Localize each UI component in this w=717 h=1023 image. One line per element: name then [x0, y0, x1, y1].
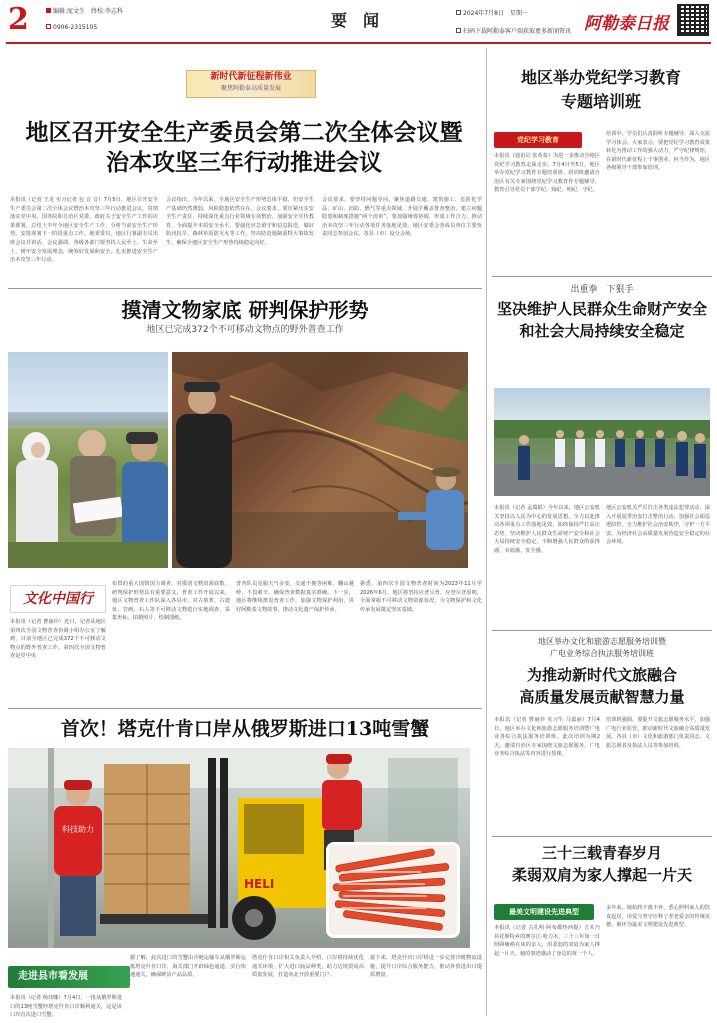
r-story4-col1: 本报讯（记者 古孔明·阿布都热西提）吉木乃县托斯特乡的赛尔江·哈力木，三十三年如一日照顾瘫痪在床的亲人，用柔弱的双肩为家人撑起一片天，她的事迹感动了身边的每一个人。: [494, 925, 600, 957]
forklift-text: HELI: [244, 877, 275, 891]
scan-tip-text: 扫码下载阿勒泰客户端获取更多新闻资讯: [463, 28, 572, 35]
date-line: [456, 8, 528, 17]
date-text: 2024年7月8日 星期一: [463, 10, 528, 17]
story3-col3: 塔克什肯口岸相关负责人介绍，口岸将持续优化通关环境，扩大进口商品种类，助力边境贸易高质量发展，打造向北开放重要门户。: [252, 955, 364, 979]
story3-title: 首次！塔克什肯口岸从俄罗斯进口13吨雪蟹: [60, 718, 430, 740]
story2-subtitle: 地区已完成372个不可移动文物点的野外普查工作: [146, 325, 344, 335]
banner-county-development: 走进县市看发展: [8, 966, 130, 988]
photo-rock-measurement: [172, 352, 468, 568]
rock-measurement-illustration: [172, 352, 468, 568]
photo-heritage-survey-team: [8, 352, 168, 568]
r-story3-col1: 本报讯（记者 曹丽珍 实习生 马嘉丽）7月4日，地区举办文化和旅游志愿服务培训暨广电业务综合执法服务培训班。此次培训为期2天，邀请自治区专家围绕文旅志愿服务、广电业务综合执法等内容进行授课。: [494, 717, 600, 758]
story3-col1: 本报讯（记者 杨玮娜）7月4日，一批从俄罗斯进口的13吨雪蟹经塔克什肯口岸顺利通关，这是该口岸首次进口雪蟹。: [10, 995, 122, 1019]
divider-1: [8, 288, 482, 289]
r-story3-col2: 培训班强调，要提升文旅志愿服务水平，加强广电行业监管，推动新时代文旅融合高质量发展。各县（市）文化和旅游部门负责同志、文旅志愿者及执法人员等参加培训。: [606, 717, 710, 749]
calendar-icon: [456, 10, 461, 15]
story1-title-line1: 地区召开安全生产委员会第二次全体会议暨: [25, 119, 463, 146]
story1-col3: 会议要求，要坚持问题导向，聚焦道路交通、建筑施工、危险化学品、矿山、消防、燃气等重点领域，开展全覆盖排查整治，建立问题隐患和制度措施“两个清单”。要加强统筹协调，形成工作合力，推动治本攻坚三年行动各项任务落地见效。地区安委会各成员单位主要负责同志参加会议。各县（市）设分会场。: [322, 197, 482, 238]
story1-col1: 本报讯（记者 王龙 实习记者 包 音 音）7月5日，地区召开安全生产委员会第二次全体会议暨治本攻坚三年行动推进会议，贯彻落实党中央、国务院和自治区党委、政府关于安全生产工作的决策部署，总结上半年全地区安全生产工作，分析当前安全生产形势，安排部署下一阶段重点工作。地委委员、地区行署副专员出席会议并讲话。会议强调，各级各部门要坚持人民至上、生命至上，树牢安全发展理念，统筹好发展和安全，扎实推进安全生产治本攻坚三年行动。: [10, 197, 158, 264]
r-story1-title: [492, 66, 710, 114]
r-divider-1: [492, 276, 712, 277]
story1-col2: 会议指出，今年以来，全地区安全生产形势总体平稳，但安全生产基础仍然薄弱，风险隐患依然存在。会议要求，要压紧压实安全生产责任，持续深化重点行业领域专项整治，加强安全宣传教育，全面提升本质安全水平。要强化应急值守和信息报送，做好防汛抗旱、森林草原防灭火等工作，坚决防范遏制重特大事故发生，确保全地区安全生产形势持续稳定向好。: [166, 197, 314, 246]
r-story3-title-line1: 为推动新时代文旅融合: [526, 666, 677, 684]
tag-civilization-model: 最美文明建设先进典型: [494, 904, 594, 920]
section-name: 要 闻: [330, 11, 379, 30]
r-story2-title-line1: 坚决维护人民群众生命财产安全: [496, 300, 707, 318]
r-story1-col1: 本报讯（通讯员 张英泰）为进一步推动全地区党纪学习教育走深走实，7月4日至5日，地区举办党纪学习教育专题培训班。培训班邀请自治区有关专家围绕党纪学习教育作专题辅导，教育引导党员干部学纪、知纪、明纪、守纪。: [494, 153, 600, 194]
photo-police-formation: [494, 388, 710, 496]
banner-line1: 新时代新征程新伟业: [210, 72, 292, 82]
r-story1-title-line1: 地区举办党纪学习教育: [520, 68, 681, 87]
r-story3-kicker: [492, 636, 712, 660]
banner-line2: 聚焦阿勒泰高质量发展: [220, 85, 281, 92]
r-story3-title: [492, 664, 712, 708]
police-formation-illustration: [494, 388, 710, 496]
editor-text: 编辑:庞文生 终校:李志科: [53, 8, 124, 15]
r-story4-title-line1: 三十三载青春岁月: [541, 844, 662, 862]
scan-tip: [456, 26, 571, 35]
scan-icon: [456, 28, 461, 33]
page-number: 2: [8, 2, 29, 37]
tag-culture-china-tour: 文化中国行: [10, 585, 106, 613]
editor-line: [46, 6, 123, 15]
r-story2-col2: 地区公安机关严厉打击各类违法犯罪活动，深入开展夏季治安打击整治行动，加强社会面巡逻防控，全力维护社会治安秩序，守护一方平安，为经济社会高质量发展营造安全稳定的社会环境。: [606, 505, 710, 546]
editor-icon: [46, 8, 51, 13]
story2-col3: 普查队员克服天气多变、交通不便等困难，翻山越岭、不畏艰辛，确保普查数据真实准确。下一步，地区将继续推进普查工作，加强文物保护利用，讲好阿勒泰文物故事，推动文化遗产保护传承。: [236, 581, 354, 613]
r-story4-title: [492, 842, 712, 886]
r-story3-title-line2: 高质量发展贡献智慧力量: [519, 688, 685, 706]
r-story1-title-line2: 专题培训班: [560, 92, 641, 111]
banner-new-era: [186, 70, 316, 98]
r-divider-2: [492, 630, 712, 631]
qr-code[interactable]: [677, 4, 709, 36]
story2-col1: 本报讯（记者 曹丽珍）近日，记者从地区第四次全国文物普查协调小组办公室了解到，目前全地区已完成372个不可移动文物点的野外普查工作。第四次全国文物普查是党中央: [10, 619, 106, 660]
vest-text: 科技助力: [62, 825, 94, 834]
survey-team-illustration: [8, 352, 168, 568]
r-divider-3: [492, 836, 712, 837]
r-story4-col2: 多年来，她始终不离不弃，悉心照料家人的饮食起居，用爱与坚守诠释了孝老爱亲的传统美德，被评为最美文明建设先进典型。: [606, 905, 710, 929]
phone-text: 0906-2315105: [53, 24, 98, 31]
story1-title: [8, 118, 480, 178]
story3-col4: 接下来，塔克什肯口岸将进一步完善冷链物流设施，提升口岸综合服务能力，推动外贸进出口提质增量。: [370, 955, 482, 979]
paper-logo: 阿勒泰日报: [584, 14, 669, 34]
story3-col2: 据了解，此次进口的雪蟹由冷链运输车从俄罗斯运抵塔克什肯口岸，海关部门开辟绿色通道，实行快速通关，确保鲜活产品品质。: [130, 955, 246, 979]
r-story2-kicker: 出重拳 下狠手: [570, 285, 634, 295]
r-story4-title-line2: 柔弱双肩为家人撑起一片天: [511, 866, 692, 884]
r-story1-col2: 培训中，学员们认真聆听专题辅导，深入交流学习体会。大家表示，要把党纪学习教育成果转化为推动工作的强大动力，严守纪律规矩，在新时代新征程上干事创业、担当作为。地区各级领导干部参加培训。: [606, 131, 710, 172]
r-story2-title-line2: 和社会大局持续安全稳定: [519, 322, 685, 340]
divider-2: [8, 708, 482, 709]
phone-line: [46, 24, 97, 31]
masthead-rule: [6, 42, 711, 44]
column-divider: [486, 48, 487, 1016]
story1-title-line2: 治本攻坚三年行动推进会议: [106, 149, 382, 176]
r-story2-title: [492, 298, 712, 342]
r-story2-col1: 本报讯（记者 孟瑞娟）今年以来，地区公安机关坚持以人民为中心的发展思想，全力以赴推动各项重点工作落地见效，始终保持严打高压态势，坚决维护人民群众生命财产安全和社会大局持续安全稳定，不断增强人民群众的获得感、幸福感、安全感。: [494, 505, 600, 554]
phone-icon: [46, 24, 51, 29]
story2-title: 摸清文物家底 研判保护形势: [121, 298, 369, 322]
photo-snow-crab-import: [8, 748, 470, 948]
snow-crab-inset: [326, 842, 460, 938]
r-story3-kicker-line1: 地区举办文化和旅游志愿服务培训暨: [538, 637, 666, 646]
story2-col2: 布置的重大国情国力调查，对摸清文物资源底数、研判保护形势具有重要意义。普查工作开展以来，地区文物普查工作队深入各县市，对古墓葬、古遗址、岩画、石人等不可移动文物进行实地调查，采集坐标、拍摄照片、绘制图纸。: [112, 581, 230, 622]
r-story3-kicker-line2: 广电业务综合执法服务培训班: [550, 649, 654, 658]
story2-col4: 据悉，第四次全国文物普查时间为2023年11月至2026年6月。地区将坚持应普尽普、应登尽登原则，全面掌握不可移动文物资源状况，为文物保护和文化传承发展奠定坚实基础。: [360, 581, 482, 613]
tag-party-discipline: 党纪学习教育: [494, 132, 582, 148]
crab-legs-illustration: [329, 845, 457, 935]
